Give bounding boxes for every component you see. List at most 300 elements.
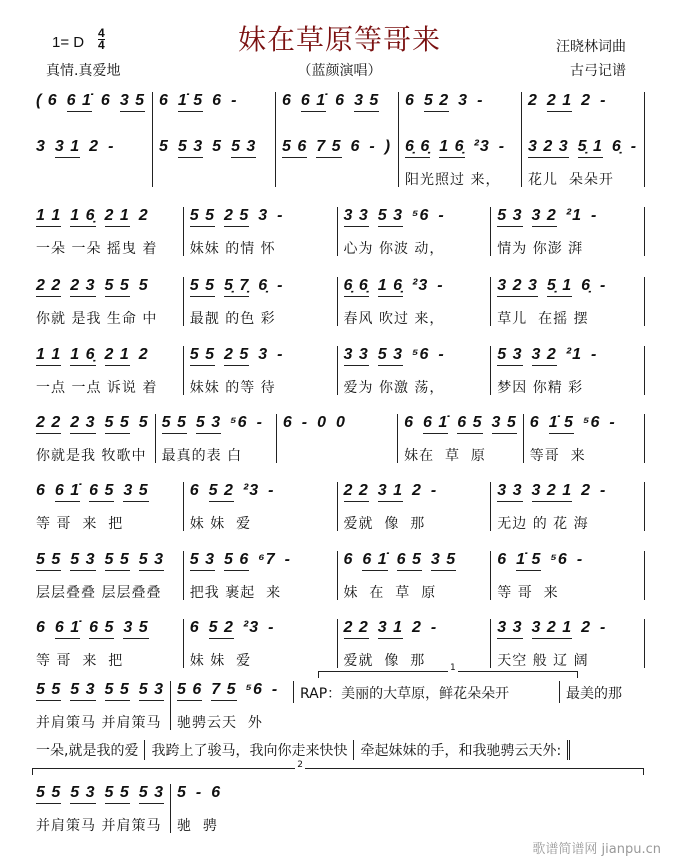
note-group: - [590,346,598,363]
note-group: 5 5 [105,414,130,434]
note-group: 2 5 [224,207,249,227]
note-group: 3 3 [344,207,369,227]
note-group: 6 1̇ [423,414,448,434]
lyric: 并肩策马 并肩策马 [36,818,162,834]
note-group: 6 [343,551,354,568]
note-group: 6 1̇ [67,92,92,112]
lyric: 妹妹 的等 待 [189,380,276,396]
measure [559,681,660,703]
notes [405,92,515,114]
note-group: 5 3 [378,207,403,227]
measure [490,277,644,326]
lyric: 阳光照过 来， [405,172,501,188]
notes [190,346,331,368]
lyric: 无边 的 花 海 [497,516,589,532]
lyric [282,169,392,187]
note-group: 6̣ [611,138,622,155]
notes [162,414,270,436]
notes [344,482,485,504]
measure [490,551,644,600]
note-group: 6 5 [89,482,114,502]
volta-2-bracket [32,760,644,775]
lyric [36,169,146,187]
note-group: 6 5 [397,551,422,571]
measure [30,551,183,600]
note-group: ²3 [242,482,260,499]
lyric: 你就 是我 生命 中 [36,311,158,327]
score-line [30,346,645,395]
measure [490,482,644,531]
note-group: - [477,92,484,109]
lyric [283,445,391,463]
note-group: 5 3 [139,784,164,804]
note-group: 3 3 [497,619,522,639]
measure [30,681,170,730]
note-group: - [630,138,638,155]
note-group: - [430,619,438,636]
note-group: 5 3 [190,551,215,571]
note-group: 5 6 [224,551,249,571]
measure [183,207,337,256]
notes [282,92,392,114]
notes [36,92,146,114]
note-group: - [430,482,438,499]
note-group: 2 [412,482,422,499]
volta-1-bracket [318,663,578,678]
note-group: 2 [138,346,149,363]
score-line [30,138,645,187]
note-group: 7 5 [316,138,341,158]
lyric: 心为 你波 动， [343,241,445,257]
note-group: ⁵6 [245,681,263,698]
lyric: 你就是我 牧歌中 [36,448,147,464]
notes [36,784,164,806]
note-group: ) [384,138,392,155]
note-group: 6 [335,92,346,109]
note-group: - [277,277,284,294]
note-group: 5 3 [139,551,164,571]
notes [497,482,638,504]
note-group: 5 3 [70,551,95,571]
note-group: 2 3 [70,277,95,297]
notes [36,277,177,299]
measure [275,92,398,141]
note-group: 2 2 [36,414,61,434]
note-group: 3 3 [344,346,369,366]
note-group: 2 5 [224,346,249,366]
score-line [30,482,645,531]
measure [183,346,337,395]
lyric: 等 哥 来 把 [36,516,124,532]
note-group: - [256,414,263,431]
notes [497,277,638,299]
note-group: 3 1 [55,138,80,158]
notes [177,784,254,806]
note-group: - [284,551,291,568]
notes [497,619,638,641]
note-group: 2 [581,619,591,636]
note-group: - [108,138,115,155]
note-group: 5 5 [162,414,187,434]
note-group: 5 2 [209,619,234,639]
note-group: ²3 [412,277,429,294]
lyric: 梦因 你精 彩 [497,380,584,396]
measure [293,681,559,703]
note-group: 3 2 3 [497,277,538,297]
note-group: 3 [258,346,269,363]
notes [159,92,269,114]
note-group: 1 6̣ [378,277,403,297]
note-group: 6̣ [258,277,269,294]
lyric: 妹 妹 爱 [189,653,252,669]
note-group: 3 5 [431,551,456,571]
measure [30,346,183,395]
note-group: - [590,207,598,224]
note-group: 6 [159,92,169,109]
note-group: 5 3 [497,207,522,227]
note-group: 5 3 [178,138,203,158]
note-group: 5 [212,138,223,155]
note-group: 6 [189,619,200,636]
measure [152,138,275,187]
note-group: - [576,551,584,568]
measure [521,138,644,187]
note-group: - [438,346,445,363]
lyric: 等哥 来 [529,448,586,464]
watermark: 歌谱简谱网 jianpu.cn [532,842,661,857]
measure [30,92,152,141]
note-group: 2 2 [36,277,61,297]
note-group: 6̣ [581,277,591,294]
lyric: 情为 你澎 湃 [497,241,584,257]
notes [528,138,638,160]
composer: 汪晓林词曲 [556,39,626,55]
lyric: 并肩策马 并肩策马 [36,715,162,731]
measure [30,619,183,668]
note-group: ²1 [565,346,582,363]
note-group: 2 [581,92,592,109]
note-group: - [268,482,275,499]
note-group: 3 1 [378,482,403,502]
note-group: 5 2 [209,482,234,502]
note-group: 3 [36,138,46,155]
measure [490,619,644,668]
note-group: 5 3 [378,346,403,366]
note-group: 6 [497,551,508,568]
note-group: 5 5 [105,784,130,804]
note-group: 5 [177,784,187,801]
measure [170,784,260,833]
note-group: 5 3 [196,414,221,434]
notes [36,346,177,368]
note-group: 5 6 [282,138,307,158]
volta-1-label: 1 [450,663,456,673]
note-group: 6 [212,92,223,109]
note-group: 3 2 [532,207,557,227]
note-group: 5 5 [36,551,61,571]
note-group: 5 3 [231,138,256,158]
note-group: 5 [138,277,149,294]
note-group: - [600,92,607,109]
note-group: 3 5 [120,92,145,112]
lyric: 春风 吹过 来， [343,311,445,327]
note-group: 6 [350,138,361,155]
measure [155,414,276,463]
lyric: 妹在 草 原 [404,448,486,464]
notes [36,138,146,160]
measure [337,551,491,600]
notator: 古弓记谱 [570,63,626,79]
score-line [30,277,645,326]
lyric: 天空 般 辽 阔 [497,653,589,669]
notes [190,551,331,573]
note-group: 5 5 [36,681,61,701]
note-group: 6̣ 6̣ [405,138,430,158]
lyric: 妹 妹 爱 [189,516,252,532]
note-group: 5 [138,414,149,431]
note-group: 6 [405,92,415,109]
notes [190,207,331,229]
measure [523,414,644,463]
measure [183,551,337,600]
lyric: 花儿 朵朵开 [528,172,614,188]
lyric: 最真的表 白 [161,448,243,464]
time-denominator: 4 [98,38,105,52]
measure [30,784,170,833]
lyric: 妹 在 草 原 [343,585,437,601]
note-group: - [231,92,238,109]
note-group: 1̇ 5 [178,92,203,112]
note-group: 5 5 [105,277,130,297]
note-group: 2 [581,482,591,499]
measure [398,138,521,187]
note-group: 6 [282,92,292,109]
lyric: 一点 一点 诉说 着 [36,380,158,396]
note-group: 2 3 [70,414,95,434]
note-group: 5 2 [424,92,449,112]
note-group: 6 [404,414,415,431]
notes [497,207,638,229]
note-group: 3 5 [123,619,148,639]
measure [337,482,491,531]
lyric [159,169,269,187]
note-group: 5 3 [70,681,95,701]
note-group: 6 1̇ [55,482,80,502]
note-group: - [277,207,284,224]
score-line [30,681,660,730]
note-group: 5 3 [139,681,164,701]
note-group: 6 1̇ [362,551,387,571]
notes [344,207,485,229]
measure [337,207,491,256]
note-group: 5̣ 7̣ [224,277,249,297]
note-group: 1 1 [36,207,61,227]
note-group: 5 3 [70,784,95,804]
lyric: 把我 裹起 来 [189,585,282,601]
note-group: 2 [138,207,149,224]
note-group: 3 5 [123,482,148,502]
rap-segment: 我跨上了骏马，我向你走来快快 [144,740,353,760]
notes [36,414,149,436]
note-group: - [438,207,445,224]
note-group: - [268,619,275,636]
note-group: 7 5 [211,681,236,701]
note-group: - [609,414,616,431]
note-group: 6 5 [89,619,114,639]
notes [159,138,269,160]
note-group: ⁵6 [412,346,430,363]
measure [30,138,152,187]
lyric: 爱就 像 那 [343,516,426,532]
lyric: 层层叠叠 层层叠叠 [36,585,162,601]
note-group: - [498,138,506,155]
lyric: 驰 骋 [177,818,218,834]
notes [344,277,485,299]
lyric: 驰骋云天 外 [177,715,263,731]
notes [405,138,515,160]
note-group: 3 5 [492,414,517,434]
score-line [30,551,645,600]
note-group: 5 5 [105,551,130,571]
note-group: ⁵6 [412,207,430,224]
singer: （蓝颜演唱） [297,63,382,79]
note-group: 5 5 [190,346,215,366]
measure [30,482,183,531]
note-group: 5̣ 1 [547,277,572,297]
note-group: 1 6̣ [70,346,95,366]
measure [521,92,644,141]
measure [152,92,275,141]
song-title: 妹在草原等哥来 [237,23,441,56]
measure [398,92,521,141]
note-group: 3 2 [532,346,557,366]
time-signature [98,28,105,51]
measure [337,346,491,395]
notes [36,681,164,703]
measure [397,414,523,463]
note-group: - [277,346,284,363]
notes [36,482,177,504]
measure [275,138,398,187]
note-group: ( 6 [36,92,58,109]
note-group: ⁵6 [582,414,601,431]
note-group: 2 [89,138,100,155]
note-group: 6 1̇ [301,92,326,112]
notes [282,138,392,160]
note-group: 6 1̇ [55,619,80,639]
note-group: 5 3 [497,346,522,366]
note-group: 1 6̣ [70,207,95,227]
rap-text: RAP：美丽的大草原，鲜花朵朵开 [300,686,510,702]
note-group: 6̣ 6̣ [344,277,369,297]
note-group: - [437,277,444,294]
note-group: ²3 [473,138,490,155]
note-group: - [600,619,607,636]
note-group: 5̣ 1 [578,138,603,158]
measure [170,681,293,730]
lyric: 爱为 你激 荡， [343,380,445,396]
notes [497,551,638,573]
measure [183,619,337,668]
note-group: 2 2 [344,482,369,502]
note-group: ⁶7 [258,551,276,568]
note-group: 6 [189,482,200,499]
note-group: ²3 [242,619,260,636]
note-group: 2 [412,619,422,636]
note-group: 6 [529,414,540,431]
notes [190,482,331,504]
note-group: 6 [100,92,111,109]
note-group: 5 5 [190,277,215,297]
note-group: - [600,482,607,499]
lyric: 妹妹 的情 怀 [189,241,276,257]
notes [190,619,331,641]
note-group: 3 [258,207,269,224]
lyric: 最靓 的色 彩 [189,311,276,327]
note-group: 5 6 [177,681,202,701]
score-line [30,414,645,463]
measure [30,207,183,256]
note-group: 5 [159,138,169,155]
note-group: - [271,681,279,698]
notes [36,551,177,573]
key-signature: 1= D [52,34,85,51]
volta-2-label: 2 [297,760,304,770]
notes [190,277,331,299]
notes [530,414,638,436]
lyric: 一朵 一朵 摇曳 着 [36,241,158,257]
measure [490,346,644,395]
lyric: 等 哥 来 [497,585,559,601]
note-group: - [195,784,203,801]
note-group: 1 6̣ [439,138,464,158]
score-line [30,92,645,141]
note-group: 5 5 [36,784,61,804]
note-group: 2 1 [547,92,572,112]
note-group: ⁵6 [550,551,568,568]
rap-line [30,740,570,760]
measure [183,482,337,531]
note-group: 2 [528,92,538,109]
lyric: 爱就 像 那 [343,653,426,669]
measure [30,414,155,463]
note-group: 0 [317,414,328,431]
note-group: 2 1 [105,346,130,366]
note-group: 1 1 [36,346,61,366]
notes [528,92,638,114]
rap-segment: 一朵,就是我的爱 [36,743,139,759]
measure [337,277,491,326]
note-group: 1̇ 5 [549,414,574,434]
note-group: 6 5 [457,414,482,434]
score-line [30,619,645,668]
measure [337,619,491,668]
measure [276,414,397,463]
rap-text: 最美的那 [566,686,622,702]
expression-mark: 真情.真爱地 [46,63,121,79]
note-group: 3 2 3 [528,138,569,158]
note-group: - [369,138,376,155]
note-group: 1̇ 5 [516,551,541,571]
note-group: 3 2 1 [532,619,573,639]
score-line [30,207,645,256]
notes [497,346,638,368]
notes [36,619,177,641]
note-group: - [301,414,309,431]
notes [36,207,177,229]
measure [490,207,644,256]
notes [344,551,485,573]
